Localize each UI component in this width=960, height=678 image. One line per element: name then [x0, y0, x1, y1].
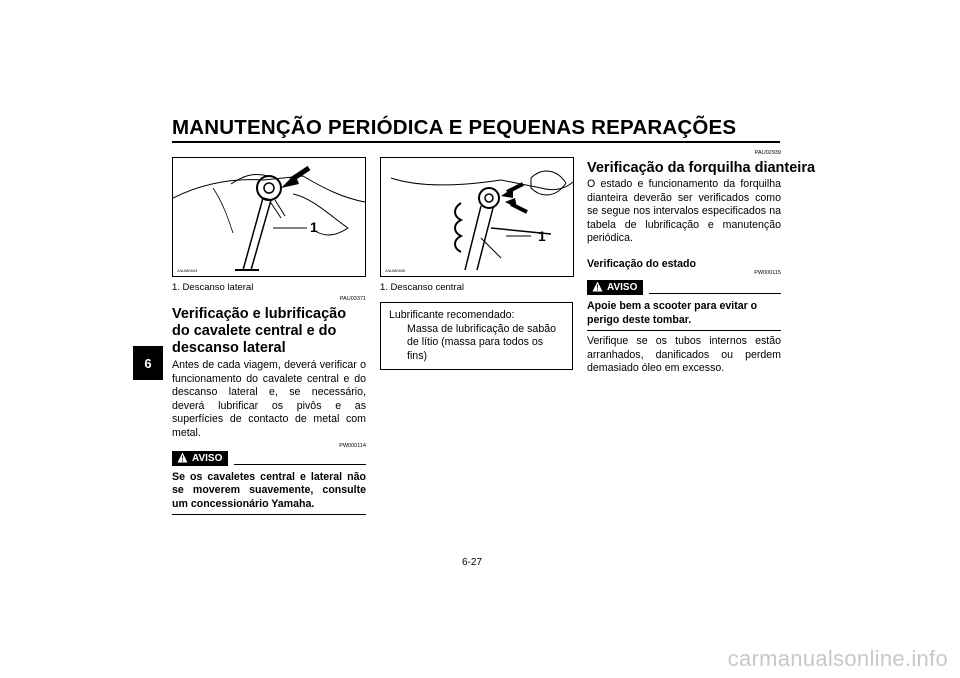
figure-code: ZAUM0405 — [385, 268, 406, 273]
warning-header — [172, 451, 366, 466]
page-title: MANUTENÇÃO PERIÓDICA E PEQUENAS REPARAÇÕES — [172, 116, 737, 139]
section-code: PAU02939 — [754, 150, 781, 156]
warning-end-rule — [587, 330, 781, 331]
lubricant-box — [380, 302, 573, 370]
section-body: O estado e funcionamento da forquilha dianteira deverão ser verificados como se segue nos intervalos especificados na tabela de lubrificação e manutenção periódica. — [587, 178, 781, 245]
page-number: 6-27 — [462, 557, 483, 568]
warning-text: Se os cavaletes central e lateral não se moverem suavemente, consulte um concessionário Yamaha. — [172, 470, 366, 510]
warning-end-rule — [172, 514, 366, 515]
warning-code: PW000115 — [754, 269, 781, 276]
warning-code: PW000114 — [339, 442, 366, 449]
section-body-2: Verifique se os tubos internos estão arranhados, danificados ou perdem demasiado óleo em excesso. — [587, 335, 781, 375]
right-column — [587, 150, 816, 376]
center-stand-illustration — [381, 158, 573, 276]
warning-header — [587, 280, 781, 295]
figure-caption: 1. Descanso central — [380, 282, 464, 293]
side-stand-illustration — [173, 158, 365, 276]
warning-rule — [649, 293, 781, 294]
lubricant-value: Massa de lubrificação de sabão de lítio (massa para todos os fins) — [407, 322, 556, 362]
figure-code: ZAUM0404 — [177, 268, 198, 273]
callout-number: 1 — [310, 219, 318, 235]
left-column — [172, 296, 366, 515]
section-heading: Verificação e lubrificação do cavalete central e do descanso lateral — [172, 306, 347, 356]
callout-number: 1 — [538, 228, 546, 244]
section-code: PAU03371 — [339, 296, 366, 302]
figure-caption: 1. Descanso lateral — [172, 282, 254, 293]
warning-rule — [234, 464, 366, 465]
warning-label: AVISO — [607, 281, 638, 293]
warning-badge — [587, 280, 643, 295]
chapter-tab: 6 — [133, 346, 163, 380]
warning-label: AVISO — [192, 452, 223, 464]
section-body: Antes de cada viagem, deverá verificar o funcionamento do cavalete central e do descanso lateral e, se necessário, deverá lubrificar os pivôs e as superfícies de contacto de metal com metal. — [172, 359, 366, 439]
warning-text: Apoie bem a scooter para evitar o perigo deste tombar. — [587, 299, 758, 326]
section-heading: Verificação da forquilha dianteira — [587, 160, 816, 176]
side-stand-figure — [172, 157, 366, 277]
warning-triangle-icon — [177, 452, 188, 463]
subheading: Verificação do estado — [587, 257, 696, 270]
lubricant-label: Lubrificante recomendado: — [389, 309, 515, 321]
warning-badge — [172, 451, 228, 466]
title-rule — [172, 141, 780, 143]
center-stand-figure — [380, 157, 574, 277]
watermark: carmanualsonline.info — [727, 646, 948, 671]
warning-triangle-icon — [592, 281, 603, 292]
